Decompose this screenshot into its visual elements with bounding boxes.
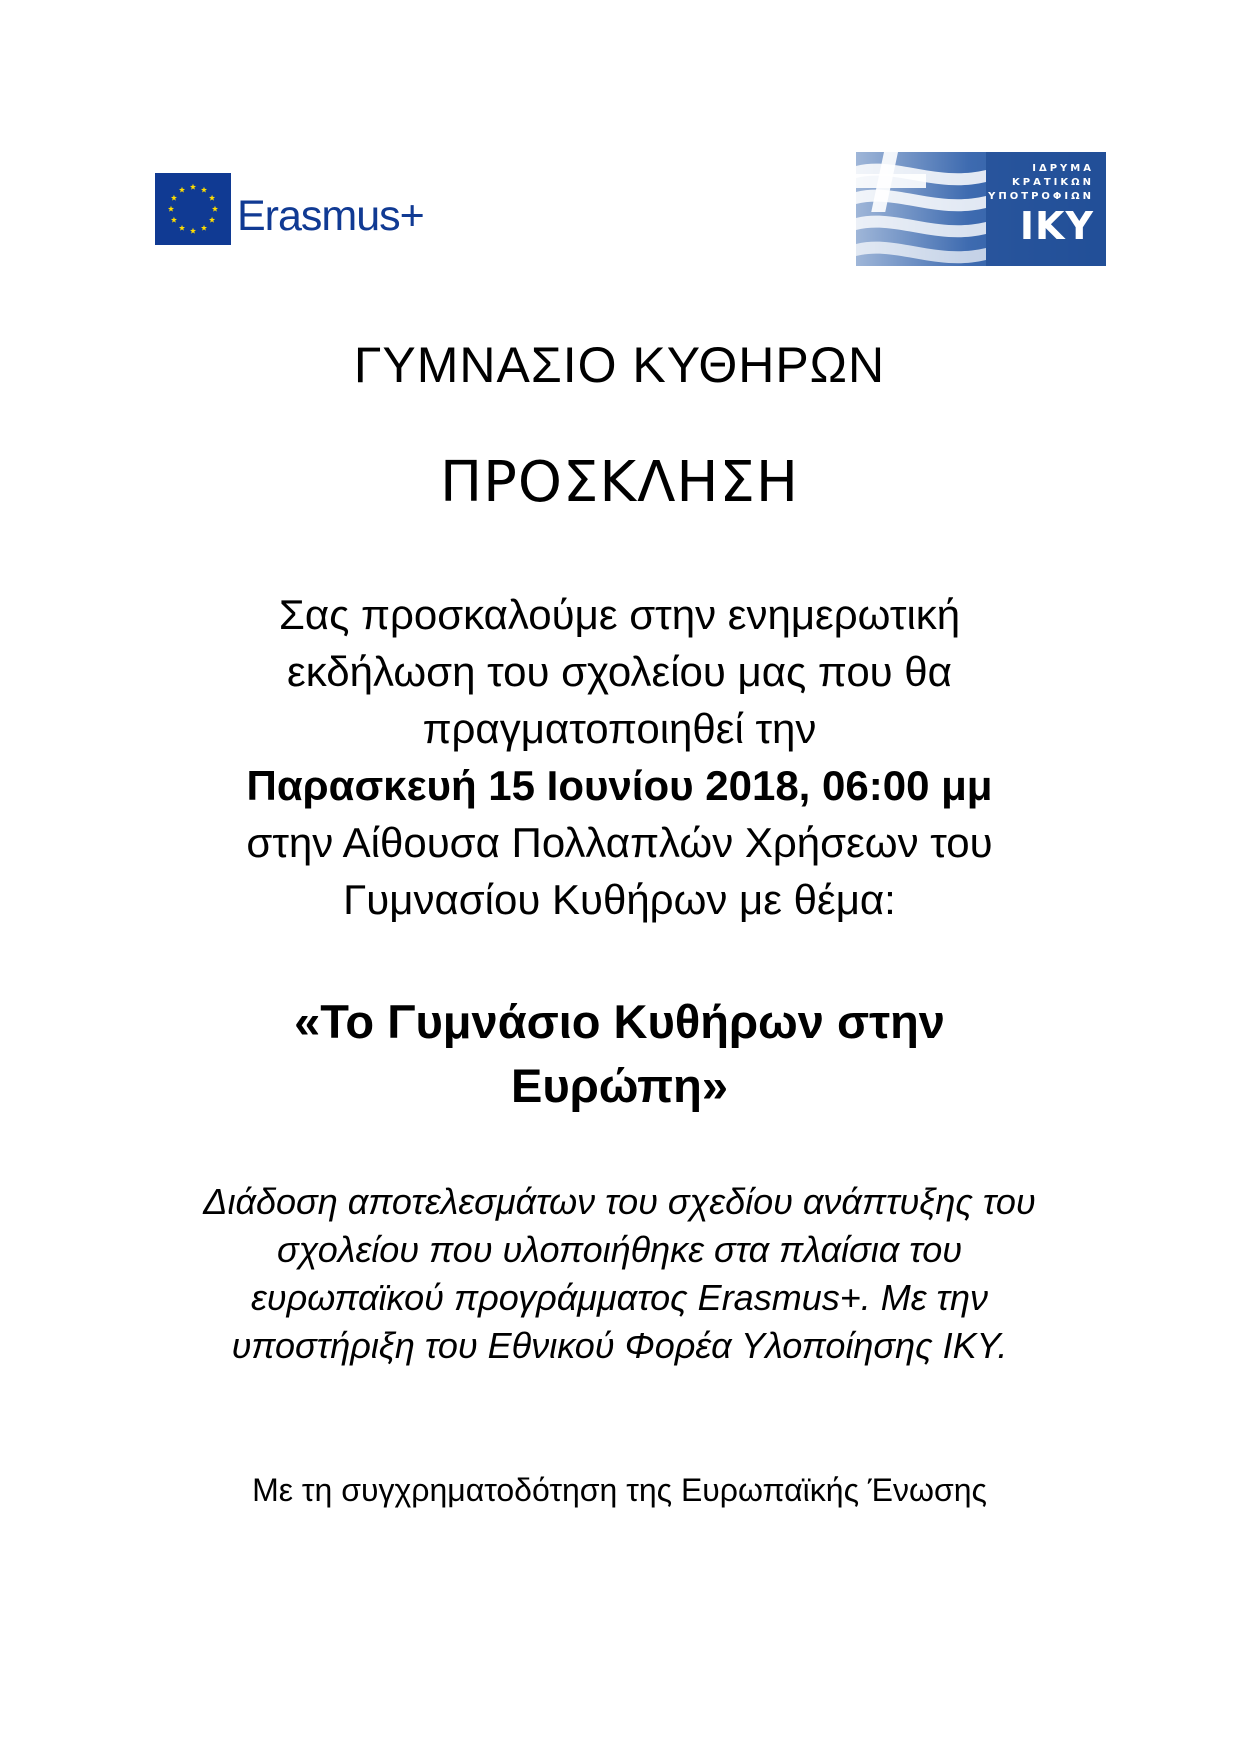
invitation-line-6: Γυμνασίου Κυθήρων με θέμα: (343, 876, 896, 923)
iky-text (988, 162, 1094, 246)
subject-line-1: «Το Γυμνάσιο Κυθήρων στην (294, 995, 945, 1048)
iky-logo (856, 152, 1106, 266)
description-line-1: Διάδοση αποτελεσμάτων του σχεδίου ανάπτυξης του (203, 1181, 1036, 1222)
description-line-3: ευρωπαϊκού προγράμματος Erasmus+. Με την (250, 1277, 989, 1318)
invitation-text (0, 586, 1239, 928)
invitation-line-3: πραγματοποιηθεί την (422, 705, 817, 752)
eu-flag-icon (155, 173, 231, 245)
invitation-line-5: στην Αίθουσα Πολλαπλών Χρήσεων του (246, 819, 993, 866)
iky-abbreviation: ΙΚΥ (1019, 204, 1094, 248)
iky-line-3: ΥΠΟΤΡΟΦΙΩΝ (988, 191, 1094, 202)
event-description (0, 1178, 1239, 1370)
invitation-line-2: εκδήλωση του σχολείου μας που θα (287, 648, 952, 695)
erasmus-plus-logo (155, 173, 424, 248)
subject-line-2: Ευρώπη» (510, 1059, 728, 1112)
funding-note: Με τη συγχρηματοδότηση της Ευρωπαϊκής Ένωσης (252, 1472, 987, 1508)
erasmus-wordmark: Erasmus+ (237, 192, 424, 240)
event-subject (0, 990, 1239, 1118)
school-name: ΓΥΜΝΑΣΙΟ ΚΥΘΗΡΩΝ (353, 337, 886, 393)
event-date-time: Παρασκευή 15 Ιουνίου 2018, 06:00 μμ (246, 762, 993, 809)
iky-line-1: ΙΔΡΥΜΑ (1032, 163, 1094, 174)
invitation-line-1: Σας προσκαλούμε στην ενημερωτική (278, 591, 961, 638)
page-title: ΠΡΟΣΚΛΗΣΗ (440, 450, 799, 515)
description-line-4: υποστήριξη του Εθνικού Φορέα Υλοποίησης ΙΚΥ. (231, 1325, 1008, 1366)
iky-line-2: ΚΡΑΤΙΚΩΝ (1012, 177, 1094, 188)
description-line-2: σχολείου που υλοποιήθηκε στα πλαίσια του (276, 1229, 963, 1270)
